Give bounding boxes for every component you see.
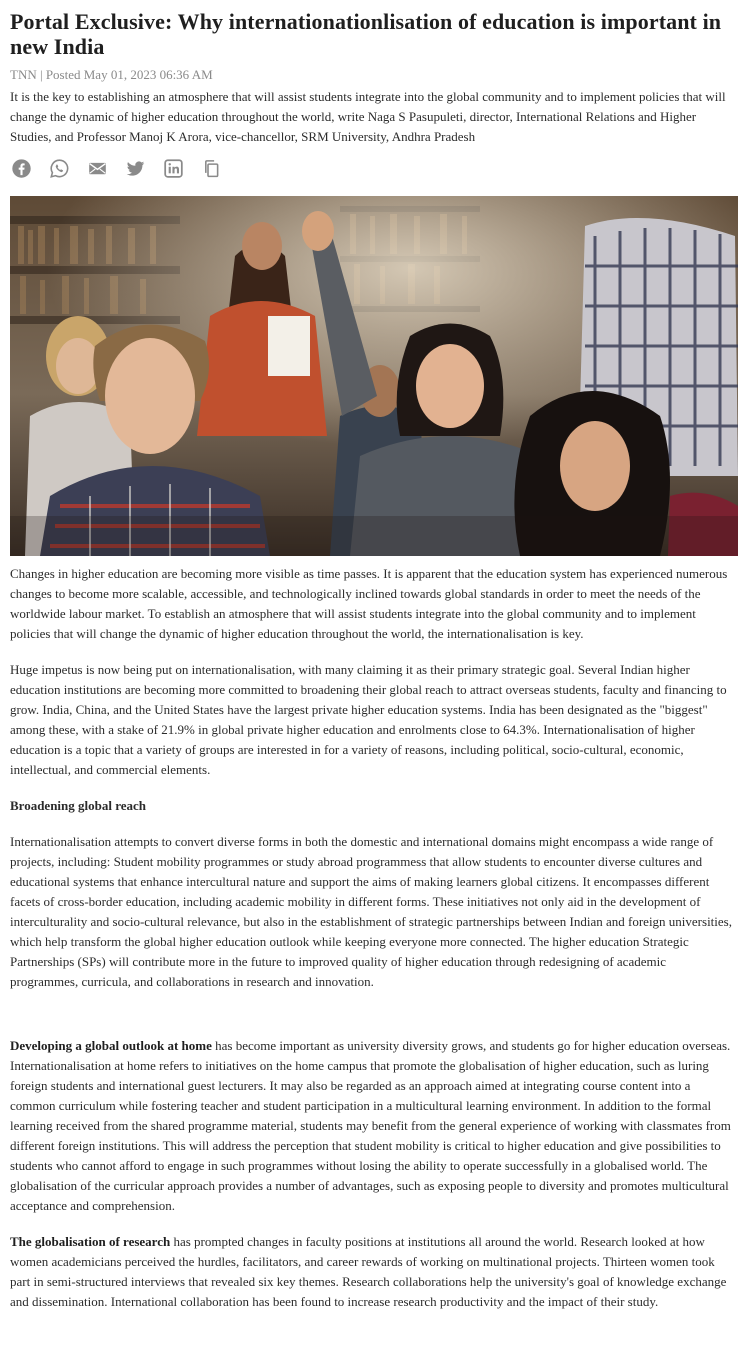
share-bar [10,157,735,179]
paragraph-4-lead: Developing a global outlook at home [10,1038,212,1053]
twitter-icon[interactable] [124,157,146,179]
article-body [10,564,735,1312]
paragraph-4-text: has become important as university diversity grows, and students go for higher education overseas. Internationalisation at home refers to initiatives on the home campus that promote the globalisation of higher education, such as luring foreign students and international guest lecturers. It may also be regarded as an approach aimed at integrating course content into a common curriculum while fostering teacher and student participation in a multicultural learning environment. In addition to the formal learning received from the shared programme material, students may benefit from the general experience of working with classmates from different foreign institutions. This will address the perception that student mobility is critical to higher education and give possibilities to students who cannot afford to engage in such programmes without losing the ability to operate successfully in a globalised world. The globalisation of the curricular approach provides a number of advantages, such as exposing people to diversity and promotes multicultural acceptance and comprehension. [10,1038,731,1213]
article-hero-image [10,196,738,556]
linkedin-icon[interactable] [162,157,184,179]
copy-icon[interactable] [200,157,222,179]
paragraph-5-text: has prompted changes in faculty positions at institutions all around the world. Research looked at how women academicians perceived the hurdles, facilitators, and career rewards of working on multinational projects. Thirteen women took part in semi-structured interviews that revealed six key themes. Research collaborations help the university's goal of knowledge exchange and dissemination. International collaboration has been found to increase research productivity and the impact of their study. [10,1234,727,1309]
article-byline: TNN | Posted May 01, 2023 06:36 AM [10,67,213,82]
article-summary: It is the key to establishing an atmosphere that will assist students integrate into the global community and to implement policies that will change the dynamic of higher education throughout the world, write Naga S Pasupuleti, director, International Relations and Higher Studies, and Professor Manoj K Arora, vice-chancellor, SRM University, Andhra Pradesh [10,89,726,144]
facebook-icon[interactable] [10,157,32,179]
body-paragraph-3: Internationalisation attempts to convert diverse forms in both the domestic and international domains might encompass a wide range of projects, including: Student mobility programmes or study abroad programmess that allow students to encounter diverse cultures and educational systems that enhance intercultural nature and support the aims of making learners global citizens. It encompasses different facets of cross-border education, including academic mobility in different forms. These initiatives not only aid in the development of interculturality and socio-cultural relevance, but also in the establishment of strategic partnerships between Indian and foreign universities, which help transform the global higher education outlook while keeping everyone more connected. The higher education Strategic Partnerships (SPs) will contribute more in the future to improved quality of higher education through redesigning of academic programmes, curricula, and collaborations in research and innovation. [10,834,732,989]
body-paragraph-5 [10,1232,735,1312]
section-subheading: Broadening global reach [10,798,147,813]
classroom-photo [10,196,738,556]
mail-icon[interactable] [86,157,108,179]
article-title: Portal Exclusive: Why internationationlisation of education is important in new India [10,9,722,59]
body-paragraph-2: Huge impetus is now being put on internationalisation, with many claiming it as their primary strategic goal. Several Indian higher education institutions are becoming more committed to broadening their global reach to attract overseas students, faculty and financing to grow. India, China, and the United States have the largest private higher education systems. India has been designated as the "biggest" among these, with a stake of 21.9% in global private higher education and enrolments close to 64.3%. Internationalisation of higher education is a topic that a variety of groups are interested in for a variety of reasons, including political, socio-cultural, economic, intellectual, and commercial elements. [10,662,727,777]
body-paragraph-4 [10,1036,735,1216]
body-paragraph-1: Changes in higher education are becoming more visible as time passes. It is apparent that the education system has experienced numerous changes to become more scalable, accessible, and technologically inclined towards global standards in order to meet the needs of the worldwide labour market. To establish an atmosphere that will assist students integrate into the global community and to implement policies that will change the dynamic of higher education throughout the world, the internationalisation is key. [10,566,728,641]
whatsapp-icon[interactable] [48,157,70,179]
paragraph-5-lead: The globalisation of research [10,1234,171,1249]
